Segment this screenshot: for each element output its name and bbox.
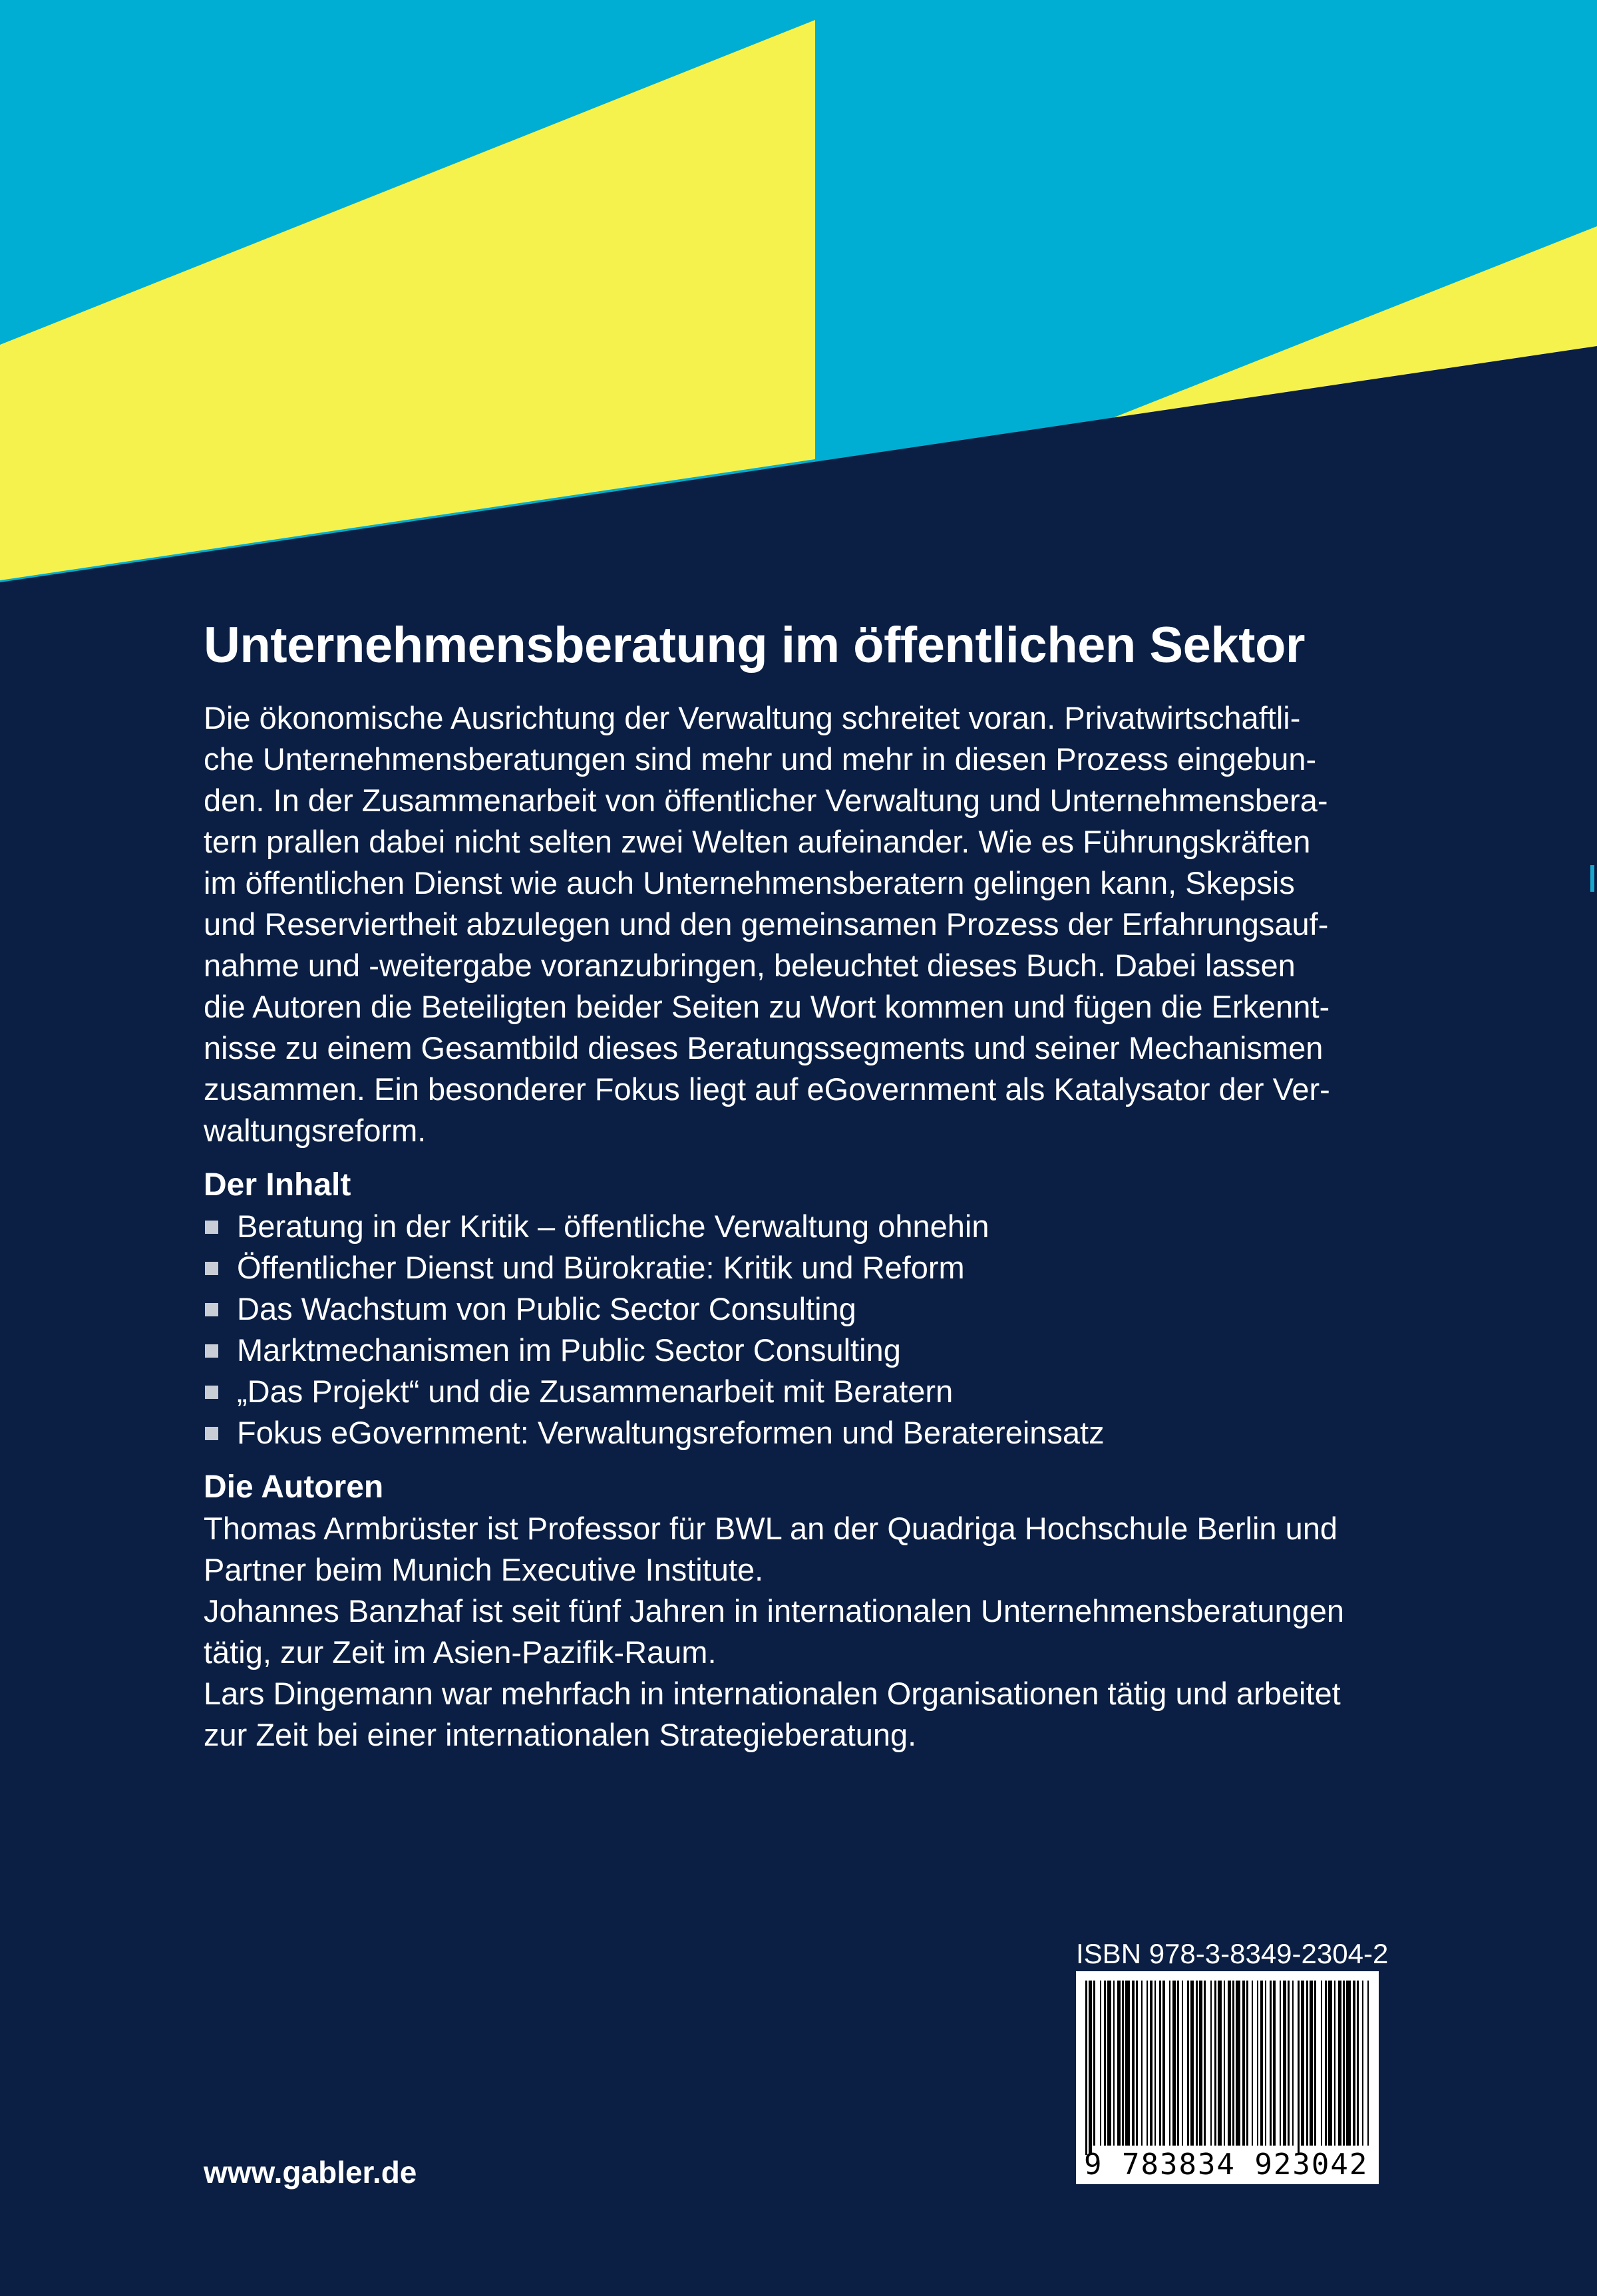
authors-line: Lars Dingemann war mehrfach in internationalen Organisationen tätig und arbeitet xyxy=(204,1676,1341,1711)
description-line: im öffentlichen Dienst wie auch Unternehmensberatern gelingen kann, Skepsis xyxy=(204,865,1295,900)
authors-line: zur Zeit bei einer internationalen Strategieberatung. xyxy=(204,1717,917,1752)
barcode-bar xyxy=(1169,1981,1170,2146)
barcode-bar xyxy=(1353,1981,1355,2146)
barcode-bar xyxy=(1292,1981,1294,2146)
description-line: zusammen. Ein besonderer Fokus liegt auf eGovernment als Katalysator der Ver- xyxy=(204,1071,1330,1107)
barcode-bar xyxy=(1199,1981,1202,2146)
authors-line: tätig, zur Zeit im Asien-Pazifik-Raum. xyxy=(204,1634,717,1670)
description-line: che Unternehmensberatungen sind mehr und mehr in diesen Prozess eingebun- xyxy=(204,741,1317,777)
barcode-bar xyxy=(1187,1981,1189,2146)
barcode-bar xyxy=(1204,1981,1206,2146)
description-line: Die ökonomische Ausrichtung der Verwaltung schreitet voran. Privatwirtschaftli- xyxy=(204,700,1301,735)
main-text xyxy=(204,612,1415,1756)
square-bullet-icon xyxy=(205,1427,218,1440)
barcode-bar xyxy=(1224,1981,1225,2146)
square-bullet-icon xyxy=(205,1303,218,1316)
contents-item-label: „Das Projekt“ und die Zusammenarbeit mit Beratern xyxy=(237,1374,954,1409)
contents-item xyxy=(204,1330,1415,1371)
barcode-bar xyxy=(1236,1981,1240,2146)
barcode-bar xyxy=(1113,1981,1115,2146)
square-bullet-icon xyxy=(205,1344,218,1358)
barcode-bar xyxy=(1107,1981,1111,2146)
description-line: waltungsreform. xyxy=(204,1113,427,1148)
authors-text xyxy=(204,1508,1415,1756)
contents-item-label: Das Wachstum von Public Sector Consulting xyxy=(237,1291,856,1326)
barcode-bar xyxy=(1172,1981,1176,2146)
authors-heading: Die Autoren xyxy=(204,1469,384,1505)
description-line: den. In der Zusammenarbeit von öffentlicher Verwaltung und Unternehmensbera- xyxy=(204,783,1328,818)
barcode-bar xyxy=(1265,1981,1266,2146)
barcode-bar xyxy=(1362,1981,1363,2146)
description-line: nahme und -weitergabe voranzubringen, beleuchtet dieses Buch. Dabei lassen xyxy=(204,948,1296,983)
barcode-bar xyxy=(1273,1981,1276,2146)
description-line: die Autoren die Beteiligten beider Seiten zu Wort kommen und fügen die Erkennt- xyxy=(204,989,1330,1024)
barcode-bar xyxy=(1310,1981,1313,2146)
barcode-bar xyxy=(1136,1981,1138,2146)
book-description xyxy=(204,697,1415,1151)
contents-item xyxy=(204,1206,1415,1247)
contents-list xyxy=(204,1206,1415,1453)
edge-marker xyxy=(1590,865,1594,892)
description-line: tern prallen dabei nicht selten zwei Welten aufeinander. Wie es Führungskräften xyxy=(204,824,1311,859)
barcode-bar xyxy=(1117,1981,1121,2146)
barcode-bar xyxy=(1306,1981,1308,2146)
square-bullet-icon xyxy=(205,1386,218,1399)
contents-item-label: Beratung in der Kritik – öffentliche Verwaltung ohnehin xyxy=(237,1209,989,1244)
barcode-digits: 9 783834 923042 xyxy=(1084,2148,1369,2182)
authors-line: Thomas Armbrüster ist Professor für BWL an der Quadriga Hochschule Berlin und xyxy=(204,1511,1338,1546)
barcode-bar xyxy=(1246,1981,1248,2146)
barcode-bar xyxy=(1257,1981,1258,2146)
barcode-bar xyxy=(1218,1981,1222,2146)
barcode-bar xyxy=(1122,1981,1124,2146)
description-line: und Reserviertheit abzulegen und den gemeinsamen Prozess der Erfahrungsauf- xyxy=(204,906,1329,942)
barcode-bar xyxy=(1357,1981,1359,2146)
barcode-bar xyxy=(1314,1981,1316,2146)
barcode-bar xyxy=(1196,1981,1198,2146)
barcode-bar xyxy=(1298,1981,1300,2155)
barcode-bar xyxy=(1125,1981,1130,2146)
description-line: nisse zu einem Gesamtbild dieses Beratungssegments und seiner Mechanismen xyxy=(204,1030,1324,1065)
contents-item xyxy=(204,1371,1415,1412)
book-title: Unternehmensberatung im öffentlichen Sektor xyxy=(204,617,1305,673)
barcode-bar xyxy=(1283,1981,1286,2146)
barcode-bar xyxy=(1100,1981,1101,2146)
contents-item-label: Marktmechanismen im Public Sector Consulting xyxy=(237,1332,901,1368)
authors-line: Johannes Banzhaf ist seit fünf Jahren in internationalen Unternehmensberatungen xyxy=(204,1593,1345,1628)
barcode-bar xyxy=(1232,1981,1234,2146)
barcode-bar xyxy=(1085,1981,1087,2155)
barcode-bar xyxy=(1325,1981,1327,2146)
contents-item xyxy=(204,1247,1415,1288)
barcode-bar xyxy=(1242,1981,1245,2146)
contents-item xyxy=(204,1288,1415,1330)
barcode-bar xyxy=(1288,1981,1290,2146)
barcode-bar xyxy=(1147,1981,1148,2146)
barcode-bar xyxy=(1132,1981,1135,2146)
authors-line: Partner beim Munich Executive Institute. xyxy=(204,1552,764,1587)
barcode-bar xyxy=(1182,1981,1183,2146)
barcode-bar xyxy=(1367,1981,1369,2146)
barcode-bar xyxy=(1089,1981,1092,2155)
barcode-bar xyxy=(1301,1981,1304,2146)
square-bullet-icon xyxy=(205,1221,218,1234)
contents-item-label: Öffentlicher Dienst und Bürokratie: Kritik und Reform xyxy=(237,1250,965,1285)
isbn-label: ISBN 978-3-8349-2304-2 xyxy=(1076,1938,1389,1969)
barcode-bar xyxy=(1252,1981,1253,2146)
publisher-url: www.gabler.de xyxy=(204,2155,417,2190)
barcode-bar xyxy=(1270,1981,1272,2146)
barcode-bar xyxy=(1162,1981,1165,2146)
barcode-bar xyxy=(1159,1981,1161,2146)
barcode-bar xyxy=(1093,1981,1095,2146)
barcode-bar xyxy=(1334,1981,1335,2146)
square-bullet-icon xyxy=(205,1262,218,1275)
barcode-bar xyxy=(1346,1981,1351,2146)
barcode-bar xyxy=(1214,1981,1216,2146)
barcode-bar xyxy=(1177,1981,1179,2146)
barcode-bar xyxy=(1154,1981,1156,2146)
barcode-bar xyxy=(1280,1981,1281,2146)
barcode-bar xyxy=(1141,1981,1143,2146)
barcode-bar xyxy=(1338,1981,1341,2146)
barcode xyxy=(1076,1971,1379,2184)
barcode-bar xyxy=(1190,1981,1194,2146)
barcode-bar xyxy=(1150,1981,1153,2146)
barcode-bar xyxy=(1328,1981,1332,2146)
barcode-bar xyxy=(1104,1981,1106,2146)
barcode-bar xyxy=(1228,1981,1231,2146)
barcode-bar xyxy=(1343,1981,1345,2146)
barcode-bar xyxy=(1210,1981,1212,2146)
barcode-bar xyxy=(1321,1981,1322,2146)
contents-item-label: Fokus eGovernment: Verwaltungsreformen und Beratereinsatz xyxy=(237,1415,1105,1450)
barcode-bar xyxy=(1260,1981,1263,2146)
contents-item xyxy=(204,1412,1415,1453)
contents-heading: Der Inhalt xyxy=(204,1167,351,1203)
